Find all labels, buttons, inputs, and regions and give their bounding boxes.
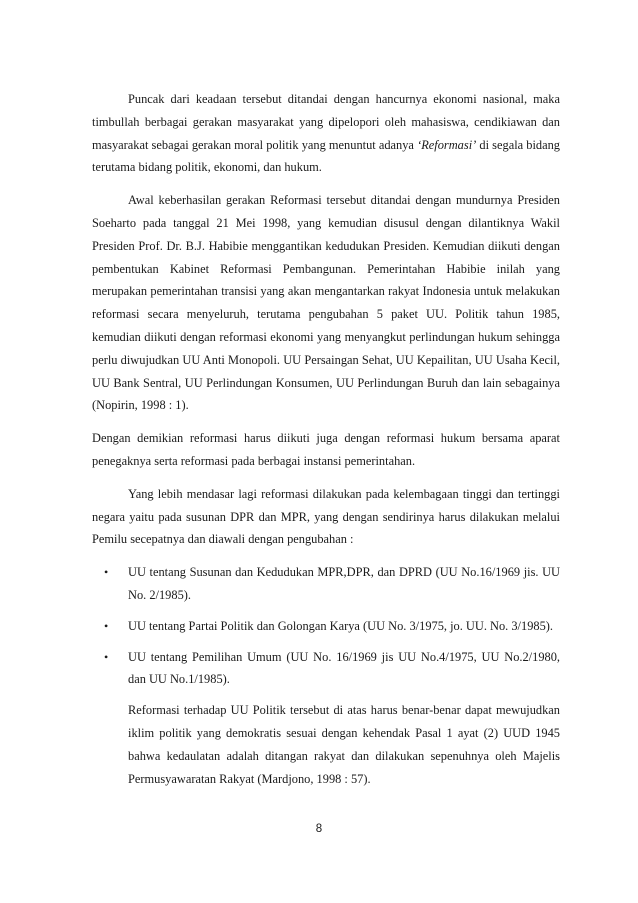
paragraph-institutions: Yang lebih mendasar lagi reformasi dilakukan pada kelembagaan tinggi dan tertinggi negara yaitu pada susunan DPR dan MPR, yang dengan sendirinya harus dilakukan melalui Pemilu secepatnya dan diawali dengan pengubahan : [92, 486, 560, 547]
list-item-text: UU tentang Pemilihan Umum (UU No. 16/1969 jis UU No.4/1975, UU No.2/1980, dan UU No.1/1985). [128, 649, 560, 687]
bullet-icon: • [104, 618, 109, 633]
list-item-text: UU tentang Partai Politik dan Golongan Karya (UU No. 3/1975, jo. UU. No. 3/1985). [128, 618, 554, 633]
list-item [92, 561, 560, 607]
paragraph-text: di segala bidang terutama bidang politik, ekonomi, dan hukum. [92, 137, 560, 175]
page-number: 8 [315, 823, 323, 835]
document-page [92, 88, 560, 790]
paragraph-closing: Reformasi terhadap UU Politik tersebut di atas harus benar-benar dapat mewujudkan iklim politik yang demokratis sesuai dengan kehendak Pasal 1 ayat (2) UUD 1945 bahwa kedaulatan adalah ditangan rakyat dan dilakukan sepenuhnya oleh Majelis Permusyawaratan Rakyat (Mardjono, 1998 : 57). [128, 703, 560, 786]
bullet-icon: • [104, 565, 109, 580]
paragraph-habibie: Awal keberhasilan gerakan Reformasi tersebut ditandai dengan mundurnya Presiden Soeharto pada tanggal 21 Mei 1998, yang kemudian disusul dengan dilantiknya Wakil Presiden Prof. Dr. B.J. Habibie menggantikan kedudukan Presiden. Kemudian diikuti dengan pembentukan Kabinet Reformasi Pembangunan. Pemerintahan Habibie inilah yang merupakan pemerintahan transisi yang akan mengantarkan rakyat Indonesia untuk melakukan reformasi secara menyeluruh, terutama pengubahan 5 paket UU. Politik tahun 1985, kemudian diikuti dengan reformasi ekonomi yang menyangkut perlindungan hukum sehingga perlu diwujudkan UU Anti Monopoli. UU Persaingan Sehat, UU Kepailitan, UU Usaha Kecil, UU Bank Sentral, UU Perlindungan Konsumen, UU Perlindungan Buruh dan lain sebagainya (Nopirin, 1998 : 1). [92, 193, 560, 413]
list-item [92, 646, 560, 692]
list-item-text: UU tentang Susunan dan Kedudukan MPR,DPR, dan DPRD (UU No.16/1969 jis. UU No. 2/1985). [128, 565, 560, 602]
paragraph-text: Puncak dari keadaan tersebut ditandai dengan hancurnya ekonomi nasional, maka timbullah berbagai gerakan masyarakat yang dipelopori oleh mahasiswa, cendikiawan dan masyarakat sebagai gerakan moral politik yang menuntut adanya [92, 92, 560, 152]
paragraph-legal-reform: Dengan demikian reformasi harus diikuti juga dengan reformasi hukum bersama aparat penegaknya serta reformasi pada berbagai instansi pemerintahan. [92, 431, 560, 468]
list-item [92, 615, 560, 638]
paragraph-reformasi-origin [92, 88, 560, 179]
law-list [92, 561, 560, 691]
bullet-icon: • [104, 649, 109, 664]
emphasis-reformasi: ‘Reformasi’ [417, 137, 477, 152]
